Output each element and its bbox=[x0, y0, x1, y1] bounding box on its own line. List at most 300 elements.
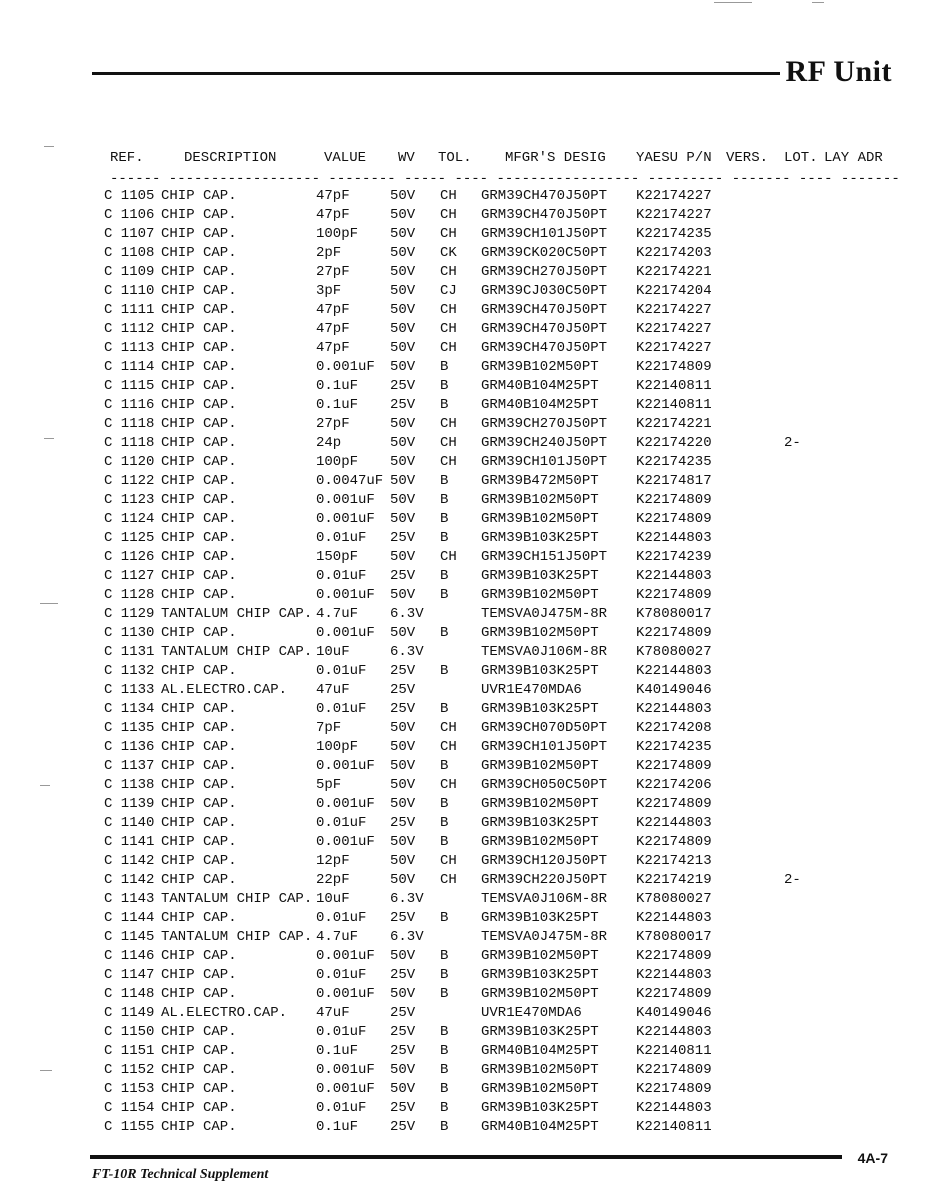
description-cell: CHIP CAP. bbox=[161, 207, 237, 223]
value-cell: 0.1uF bbox=[316, 1043, 359, 1059]
wv-cell: 50V bbox=[390, 1081, 416, 1097]
table-row bbox=[0, 738, 926, 757]
mfgr-desig-cell: GRM40B104M25PT bbox=[481, 1119, 599, 1135]
description-cell: CHIP CAP. bbox=[161, 226, 237, 242]
ref-cell: C 1118 bbox=[104, 416, 155, 432]
yaesu-pn-cell: K22140811 bbox=[636, 378, 712, 394]
value-cell: 27pF bbox=[316, 416, 350, 432]
yaesu-pn-cell: K22174809 bbox=[636, 587, 712, 603]
yaesu-pn-cell: K78080027 bbox=[636, 644, 712, 660]
wv-cell: 25V bbox=[390, 397, 416, 413]
table-row bbox=[0, 491, 926, 510]
tol-cell: CK bbox=[440, 245, 457, 261]
mfgr-desig-cell: TEMSVA0J106M-8R bbox=[481, 644, 608, 660]
table-row bbox=[0, 187, 926, 206]
column-header-value: VALUE bbox=[324, 150, 367, 166]
wv-cell: 50V bbox=[390, 226, 416, 242]
tol-cell: CH bbox=[440, 264, 457, 280]
description-cell: CHIP CAP. bbox=[161, 568, 237, 584]
wv-cell: 50V bbox=[390, 796, 416, 812]
ref-cell: C 1109 bbox=[104, 264, 155, 280]
mfgr-desig-cell: GRM40B104M25PT bbox=[481, 378, 599, 394]
description-cell: CHIP CAP. bbox=[161, 359, 237, 375]
ref-cell: C 1118 bbox=[104, 435, 155, 451]
table-row bbox=[0, 1061, 926, 1080]
description-cell: AL.ELECTRO.CAP. bbox=[161, 1005, 288, 1021]
table-row bbox=[0, 1118, 926, 1137]
value-cell: 4.7uF bbox=[316, 929, 359, 945]
value-cell: 47pF bbox=[316, 321, 350, 337]
tol-cell: B bbox=[440, 796, 449, 812]
mfgr-desig-cell: GRM39CH470J50PT bbox=[481, 321, 608, 337]
value-cell: 0.01uF bbox=[316, 967, 367, 983]
description-cell: TANTALUM CHIP CAP. bbox=[161, 929, 313, 945]
tol-cell: B bbox=[440, 701, 449, 717]
mfgr-desig-cell: TEMSVA0J475M-8R bbox=[481, 929, 608, 945]
description-cell: TANTALUM CHIP CAP. bbox=[161, 891, 313, 907]
mfgr-desig-cell: GRM39CH101J50PT bbox=[481, 454, 608, 470]
section-title: RF Unit bbox=[785, 55, 892, 88]
tol-cell: CH bbox=[440, 872, 457, 888]
wv-cell: 25V bbox=[390, 910, 416, 926]
tol-cell: CH bbox=[440, 207, 457, 223]
description-cell: CHIP CAP. bbox=[161, 986, 237, 1002]
value-cell: 47pF bbox=[316, 340, 350, 356]
mfgr-desig-cell: GRM39B102M50PT bbox=[481, 796, 599, 812]
description-cell: CHIP CAP. bbox=[161, 853, 237, 869]
wv-cell: 50V bbox=[390, 986, 416, 1002]
value-cell: 100pF bbox=[316, 454, 359, 470]
value-cell: 0.001uF bbox=[316, 625, 375, 641]
column-header-tol: TOL. bbox=[438, 150, 472, 166]
description-cell: CHIP CAP. bbox=[161, 910, 237, 926]
yaesu-pn-cell: K40149046 bbox=[636, 1005, 712, 1021]
lot-cell: 2- bbox=[784, 872, 801, 888]
value-cell: 47pF bbox=[316, 302, 350, 318]
mfgr-desig-cell: GRM39B102M50PT bbox=[481, 948, 599, 964]
tol-cell: CH bbox=[440, 302, 457, 318]
wv-cell: 6.3V bbox=[390, 606, 424, 622]
tol-cell: B bbox=[440, 625, 449, 641]
value-cell: 22pF bbox=[316, 872, 350, 888]
yaesu-pn-cell: K22174235 bbox=[636, 739, 712, 755]
description-cell: CHIP CAP. bbox=[161, 530, 237, 546]
value-cell: 47pF bbox=[316, 207, 350, 223]
wv-cell: 50V bbox=[390, 283, 416, 299]
scan-mark bbox=[812, 2, 824, 3]
table-row bbox=[0, 719, 926, 738]
description-cell: CHIP CAP. bbox=[161, 454, 237, 470]
value-cell: 100pF bbox=[316, 739, 359, 755]
description-cell: CHIP CAP. bbox=[161, 473, 237, 489]
table-row bbox=[0, 624, 926, 643]
yaesu-pn-cell: K22144803 bbox=[636, 1024, 712, 1040]
wv-cell: 25V bbox=[390, 1119, 416, 1135]
yaesu-pn-cell: K22174213 bbox=[636, 853, 712, 869]
tol-cell: CH bbox=[440, 321, 457, 337]
description-cell: CHIP CAP. bbox=[161, 701, 237, 717]
ref-cell: C 1145 bbox=[104, 929, 155, 945]
table-row bbox=[0, 415, 926, 434]
mfgr-desig-cell: TEMSVA0J475M-8R bbox=[481, 606, 608, 622]
description-cell: CHIP CAP. bbox=[161, 416, 237, 432]
yaesu-pn-cell: K22174220 bbox=[636, 435, 712, 451]
mfgr-desig-cell: UVR1E470MDA6 bbox=[481, 682, 582, 698]
ref-cell: C 1132 bbox=[104, 663, 155, 679]
mfgr-desig-cell: GRM39CH470J50PT bbox=[481, 302, 608, 318]
yaesu-pn-cell: K22144803 bbox=[636, 663, 712, 679]
table-row bbox=[0, 757, 926, 776]
mfgr-desig-cell: GRM39CH070D50PT bbox=[481, 720, 608, 736]
value-cell: 150pF bbox=[316, 549, 359, 565]
description-cell: CHIP CAP. bbox=[161, 1119, 237, 1135]
table-row bbox=[0, 377, 926, 396]
value-cell: 0.001uF bbox=[316, 796, 375, 812]
yaesu-pn-cell: K22174809 bbox=[636, 948, 712, 964]
yaesu-pn-cell: K78080027 bbox=[636, 891, 712, 907]
value-cell: 0.001uF bbox=[316, 587, 375, 603]
wv-cell: 50V bbox=[390, 834, 416, 850]
tol-cell: B bbox=[440, 1043, 449, 1059]
yaesu-pn-cell: K22174809 bbox=[636, 796, 712, 812]
table-row bbox=[0, 700, 926, 719]
wv-cell: 25V bbox=[390, 568, 416, 584]
ref-cell: C 1141 bbox=[104, 834, 155, 850]
description-cell: CHIP CAP. bbox=[161, 967, 237, 983]
wv-cell: 50V bbox=[390, 264, 416, 280]
ref-cell: C 1106 bbox=[104, 207, 155, 223]
mfgr-desig-cell: GRM39CJ030C50PT bbox=[481, 283, 608, 299]
wv-cell: 25V bbox=[390, 701, 416, 717]
table-row bbox=[0, 320, 926, 339]
ref-cell: C 1105 bbox=[104, 188, 155, 204]
table-row bbox=[0, 776, 926, 795]
table-row bbox=[0, 1080, 926, 1099]
yaesu-pn-cell: K40149046 bbox=[636, 682, 712, 698]
ref-cell: C 1124 bbox=[104, 511, 155, 527]
yaesu-pn-cell: K22174227 bbox=[636, 321, 712, 337]
mfgr-desig-cell: GRM39B102M50PT bbox=[481, 359, 599, 375]
wv-cell: 50V bbox=[390, 435, 416, 451]
wv-cell: 50V bbox=[390, 454, 416, 470]
ref-cell: C 1152 bbox=[104, 1062, 155, 1078]
value-cell: 0.01uF bbox=[316, 1100, 367, 1116]
table-row bbox=[0, 985, 926, 1004]
tol-cell: B bbox=[440, 986, 449, 1002]
ref-cell: C 1123 bbox=[104, 492, 155, 508]
mfgr-desig-cell: GRM39B103K25PT bbox=[481, 910, 599, 926]
description-cell: CHIP CAP. bbox=[161, 1043, 237, 1059]
value-cell: 0.01uF bbox=[316, 568, 367, 584]
mfgr-desig-cell: GRM39CH470J50PT bbox=[481, 188, 608, 204]
ref-cell: C 1133 bbox=[104, 682, 155, 698]
tol-cell: CH bbox=[440, 549, 457, 565]
mfgr-desig-cell: GRM39CH101J50PT bbox=[481, 739, 608, 755]
yaesu-pn-cell: K22174221 bbox=[636, 416, 712, 432]
mfgr-desig-cell: GRM39CH050C50PT bbox=[481, 777, 608, 793]
value-cell: 3pF bbox=[316, 283, 342, 299]
document-title: FT-10R Technical Supplement bbox=[92, 1167, 269, 1182]
column-header-lay-adr: LAY ADR bbox=[824, 150, 883, 166]
scan-mark bbox=[714, 2, 752, 3]
tol-cell: B bbox=[440, 492, 449, 508]
yaesu-pn-cell: K22174227 bbox=[636, 302, 712, 318]
table-row bbox=[0, 833, 926, 852]
yaesu-pn-cell: K22174227 bbox=[636, 340, 712, 356]
tol-cell: B bbox=[440, 1024, 449, 1040]
tol-cell: CH bbox=[440, 454, 457, 470]
ref-cell: C 1136 bbox=[104, 739, 155, 755]
value-cell: 10uF bbox=[316, 891, 350, 907]
yaesu-pn-cell: K78080017 bbox=[636, 606, 712, 622]
yaesu-pn-cell: K22144803 bbox=[636, 530, 712, 546]
column-header-vers: VERS. bbox=[726, 150, 769, 166]
mfgr-desig-cell: GRM39CH470J50PT bbox=[481, 207, 608, 223]
wv-cell: 50V bbox=[390, 245, 416, 261]
yaesu-pn-cell: K22174227 bbox=[636, 188, 712, 204]
description-cell: CHIP CAP. bbox=[161, 815, 237, 831]
wv-cell: 25V bbox=[390, 1024, 416, 1040]
yaesu-pn-cell: K22140811 bbox=[636, 1043, 712, 1059]
mfgr-desig-cell: GRM39B103K25PT bbox=[481, 815, 599, 831]
ref-cell: C 1146 bbox=[104, 948, 155, 964]
mfgr-desig-cell: GRM39CK020C50PT bbox=[481, 245, 608, 261]
ref-cell: C 1135 bbox=[104, 720, 155, 736]
page-number: 4A-7 bbox=[857, 1150, 888, 1166]
mfgr-desig-cell: GRM39B102M50PT bbox=[481, 1081, 599, 1097]
value-cell: 0.01uF bbox=[316, 701, 367, 717]
table-row bbox=[0, 814, 926, 833]
tol-cell: B bbox=[440, 473, 449, 489]
mfgr-desig-cell: GRM39B102M50PT bbox=[481, 986, 599, 1002]
table-row bbox=[0, 548, 926, 567]
yaesu-pn-cell: K22174204 bbox=[636, 283, 712, 299]
table-row bbox=[0, 1004, 926, 1023]
ref-cell: C 1130 bbox=[104, 625, 155, 641]
description-cell: TANTALUM CHIP CAP. bbox=[161, 644, 313, 660]
description-cell: CHIP CAP. bbox=[161, 872, 237, 888]
table-row bbox=[0, 795, 926, 814]
yaesu-pn-cell: K22144803 bbox=[636, 910, 712, 926]
ref-cell: C 1116 bbox=[104, 397, 155, 413]
yaesu-pn-cell: K78080017 bbox=[636, 929, 712, 945]
mfgr-desig-cell: GRM39CH120J50PT bbox=[481, 853, 608, 869]
column-header-mfgr: MFGR'S DESIG bbox=[505, 150, 606, 166]
yaesu-pn-cell: K22174206 bbox=[636, 777, 712, 793]
ref-cell: C 1155 bbox=[104, 1119, 155, 1135]
yaesu-pn-cell: K22144803 bbox=[636, 1100, 712, 1116]
ref-cell: C 1151 bbox=[104, 1043, 155, 1059]
mfgr-desig-cell: GRM39B103K25PT bbox=[481, 701, 599, 717]
table-row bbox=[0, 396, 926, 415]
tol-cell: CH bbox=[440, 739, 457, 755]
mfgr-desig-cell: GRM39B103K25PT bbox=[481, 530, 599, 546]
value-cell: 0.0047uF bbox=[316, 473, 384, 489]
tol-cell: B bbox=[440, 1081, 449, 1097]
ref-cell: C 1148 bbox=[104, 986, 155, 1002]
tol-cell: B bbox=[440, 530, 449, 546]
value-cell: 10uF bbox=[316, 644, 350, 660]
mfgr-desig-cell: GRM39CH270J50PT bbox=[481, 264, 608, 280]
description-cell: CHIP CAP. bbox=[161, 625, 237, 641]
ref-cell: C 1142 bbox=[104, 853, 155, 869]
yaesu-pn-cell: K22174809 bbox=[636, 359, 712, 375]
mfgr-desig-cell: GRM39B102M50PT bbox=[481, 511, 599, 527]
yaesu-pn-cell: K22174221 bbox=[636, 264, 712, 280]
mfgr-desig-cell: GRM39B103K25PT bbox=[481, 1100, 599, 1116]
description-cell: CHIP CAP. bbox=[161, 796, 237, 812]
yaesu-pn-cell: K22174208 bbox=[636, 720, 712, 736]
column-header-yaesu-pn: YAESU P/N bbox=[636, 150, 712, 166]
wv-cell: 25V bbox=[390, 1100, 416, 1116]
ref-cell: C 1120 bbox=[104, 454, 155, 470]
yaesu-pn-cell: K22174219 bbox=[636, 872, 712, 888]
yaesu-pn-cell: K22144803 bbox=[636, 815, 712, 831]
description-cell: CHIP CAP. bbox=[161, 283, 237, 299]
ref-cell: C 1108 bbox=[104, 245, 155, 261]
table-row bbox=[0, 852, 926, 871]
yaesu-pn-cell: K22174203 bbox=[636, 245, 712, 261]
mfgr-desig-cell: GRM39B102M50PT bbox=[481, 834, 599, 850]
mfgr-desig-cell: GRM39B102M50PT bbox=[481, 492, 599, 508]
wv-cell: 25V bbox=[390, 1005, 416, 1021]
footer-rule bbox=[90, 1155, 842, 1159]
yaesu-pn-cell: K22174809 bbox=[636, 511, 712, 527]
wv-cell: 25V bbox=[390, 815, 416, 831]
wv-cell: 50V bbox=[390, 777, 416, 793]
ref-cell: C 1143 bbox=[104, 891, 155, 907]
wv-cell: 6.3V bbox=[390, 644, 424, 660]
table-row bbox=[0, 434, 926, 453]
mfgr-desig-cell: GRM39CH240J50PT bbox=[481, 435, 608, 451]
tol-cell: B bbox=[440, 1119, 449, 1135]
table-row bbox=[0, 643, 926, 662]
description-cell: CHIP CAP. bbox=[161, 587, 237, 603]
wv-cell: 50V bbox=[390, 587, 416, 603]
description-cell: CHIP CAP. bbox=[161, 302, 237, 318]
table-row bbox=[0, 301, 926, 320]
value-cell: 100pF bbox=[316, 226, 359, 242]
wv-cell: 6.3V bbox=[390, 891, 424, 907]
value-cell: 0.01uF bbox=[316, 530, 367, 546]
yaesu-pn-cell: K22174809 bbox=[636, 625, 712, 641]
yaesu-pn-cell: K22174239 bbox=[636, 549, 712, 565]
tol-cell: CH bbox=[440, 188, 457, 204]
column-header-ref: REF. bbox=[110, 150, 144, 166]
ref-cell: C 1128 bbox=[104, 587, 155, 603]
ref-cell: C 1139 bbox=[104, 796, 155, 812]
wv-cell: 25V bbox=[390, 663, 416, 679]
wv-cell: 50V bbox=[390, 625, 416, 641]
yaesu-pn-cell: K22144803 bbox=[636, 967, 712, 983]
table-row bbox=[0, 472, 926, 491]
yaesu-pn-cell: K22174809 bbox=[636, 758, 712, 774]
mfgr-desig-cell: GRM39B102M50PT bbox=[481, 758, 599, 774]
parts-table bbox=[0, 187, 926, 1137]
value-cell: 0.01uF bbox=[316, 663, 367, 679]
ref-cell: C 1140 bbox=[104, 815, 155, 831]
yaesu-pn-cell: K22174809 bbox=[636, 1081, 712, 1097]
value-cell: 0.001uF bbox=[316, 1081, 375, 1097]
ref-cell: C 1115 bbox=[104, 378, 155, 394]
tol-cell: CH bbox=[440, 720, 457, 736]
wv-cell: 25V bbox=[390, 682, 416, 698]
ref-cell: C 1153 bbox=[104, 1081, 155, 1097]
wv-cell: 50V bbox=[390, 321, 416, 337]
table-row bbox=[0, 244, 926, 263]
mfgr-desig-cell: GRM39CH101J50PT bbox=[481, 226, 608, 242]
tol-cell: CJ bbox=[440, 283, 457, 299]
tol-cell: B bbox=[440, 910, 449, 926]
value-cell: 47pF bbox=[316, 188, 350, 204]
table-row bbox=[0, 1099, 926, 1118]
table-row bbox=[0, 966, 926, 985]
wv-cell: 50V bbox=[390, 416, 416, 432]
description-cell: CHIP CAP. bbox=[161, 777, 237, 793]
mfgr-desig-cell: GRM40B104M25PT bbox=[481, 397, 599, 413]
ref-cell: C 1112 bbox=[104, 321, 155, 337]
tol-cell: CH bbox=[440, 777, 457, 793]
table-row bbox=[0, 339, 926, 358]
tol-cell: B bbox=[440, 1062, 449, 1078]
value-cell: 4.7uF bbox=[316, 606, 359, 622]
value-cell: 7pF bbox=[316, 720, 342, 736]
ref-cell: C 1154 bbox=[104, 1100, 155, 1116]
wv-cell: 50V bbox=[390, 1062, 416, 1078]
yaesu-pn-cell: K22174809 bbox=[636, 1062, 712, 1078]
wv-cell: 50V bbox=[390, 549, 416, 565]
yaesu-pn-cell: K22140811 bbox=[636, 397, 712, 413]
table-row bbox=[0, 206, 926, 225]
ref-cell: C 1144 bbox=[104, 910, 155, 926]
value-cell: 0.001uF bbox=[316, 758, 375, 774]
value-cell: 0.001uF bbox=[316, 948, 375, 964]
value-cell: 0.01uF bbox=[316, 910, 367, 926]
value-cell: 27pF bbox=[316, 264, 350, 280]
value-cell: 0.1uF bbox=[316, 1119, 359, 1135]
wv-cell: 6.3V bbox=[390, 929, 424, 945]
description-cell: CHIP CAP. bbox=[161, 663, 237, 679]
header-rule bbox=[92, 72, 780, 75]
mfgr-desig-cell: GRM39CH470J50PT bbox=[481, 340, 608, 356]
header-dash-line: ------ ------------------ -------- ----- ---- ----------------- --------- ------- ---- ------- bbox=[110, 171, 900, 187]
mfgr-desig-cell: GRM39B102M50PT bbox=[481, 625, 599, 641]
wv-cell: 25V bbox=[390, 530, 416, 546]
wv-cell: 50V bbox=[390, 188, 416, 204]
description-cell: CHIP CAP. bbox=[161, 1024, 237, 1040]
yaesu-pn-cell: K22174809 bbox=[636, 834, 712, 850]
tol-cell: B bbox=[440, 1100, 449, 1116]
tol-cell: B bbox=[440, 758, 449, 774]
description-cell: CHIP CAP. bbox=[161, 549, 237, 565]
yaesu-pn-cell: K22174235 bbox=[636, 454, 712, 470]
tol-cell: B bbox=[440, 568, 449, 584]
value-cell: 0.001uF bbox=[316, 834, 375, 850]
tol-cell: B bbox=[440, 815, 449, 831]
ref-cell: C 1149 bbox=[104, 1005, 155, 1021]
tol-cell: CH bbox=[440, 853, 457, 869]
ref-cell: C 1134 bbox=[104, 701, 155, 717]
wv-cell: 50V bbox=[390, 758, 416, 774]
ref-cell: C 1122 bbox=[104, 473, 155, 489]
mfgr-desig-cell: GRM39B102M50PT bbox=[481, 587, 599, 603]
table-row bbox=[0, 1042, 926, 1061]
value-cell: 47uF bbox=[316, 1005, 350, 1021]
tol-cell: B bbox=[440, 359, 449, 375]
ref-cell: C 1129 bbox=[104, 606, 155, 622]
yaesu-pn-cell: K22174809 bbox=[636, 986, 712, 1002]
wv-cell: 25V bbox=[390, 378, 416, 394]
